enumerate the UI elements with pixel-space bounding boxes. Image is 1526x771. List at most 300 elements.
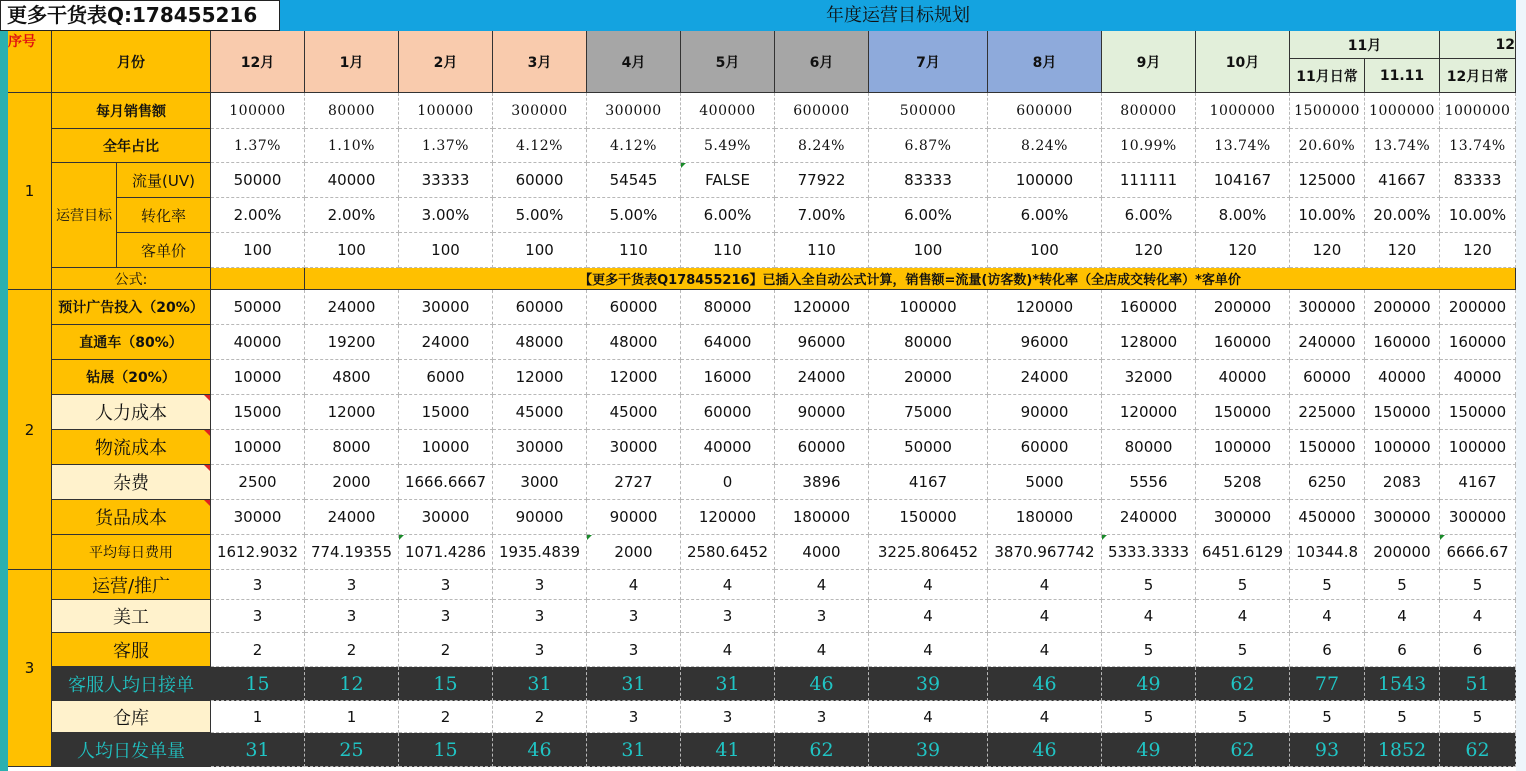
value-cell[interactable]: 150000 xyxy=(869,500,988,535)
value-cell[interactable]: 30000 xyxy=(399,290,493,325)
month-header[interactable]: 月份 xyxy=(52,31,211,93)
value-cell[interactable]: 51 xyxy=(1440,667,1516,701)
value-cell[interactable]: 4 xyxy=(869,633,988,667)
value-cell[interactable]: 60000 xyxy=(1290,360,1365,395)
value-cell[interactable]: 5208 xyxy=(1196,465,1290,500)
value-cell[interactable]: 6.00% xyxy=(869,198,988,233)
value-cell[interactable]: 62 xyxy=(775,733,869,767)
value-cell[interactable]: 8.24% xyxy=(775,129,869,163)
value-cell[interactable]: 15 xyxy=(211,667,305,701)
value-cell[interactable]: 5556 xyxy=(1102,465,1196,500)
value-cell[interactable]: 1000000 xyxy=(1365,93,1440,129)
value-cell[interactable]: 110 xyxy=(681,233,775,268)
value-cell[interactable]: 4 xyxy=(988,600,1102,633)
value-cell[interactable]: 10.00% xyxy=(1290,198,1365,233)
value-cell[interactable]: 25 xyxy=(305,733,399,767)
month-col-header[interactable]: 5月 xyxy=(681,31,775,93)
month-col-header[interactable]: 3月 xyxy=(493,31,587,93)
value-cell[interactable]: 24000 xyxy=(775,360,869,395)
value-cell[interactable]: 46 xyxy=(988,733,1102,767)
value-cell[interactable]: 200000 xyxy=(1365,290,1440,325)
value-cell[interactable]: 3 xyxy=(493,600,587,633)
value-cell[interactable]: 120000 xyxy=(681,500,775,535)
value-cell[interactable]: 2500 xyxy=(211,465,305,500)
value-cell[interactable]: 4 xyxy=(988,633,1102,667)
value-cell[interactable]: 40000 xyxy=(305,163,399,198)
sub-group-label: 运营目标 xyxy=(52,163,117,268)
value-cell[interactable]: 160000 xyxy=(1440,325,1516,360)
value-cell[interactable]: 5 xyxy=(1102,633,1196,667)
month-col-header[interactable]: 8月 xyxy=(988,31,1102,93)
value-cell[interactable]: 41 xyxy=(681,733,775,767)
value-cell[interactable]: 80000 xyxy=(305,93,399,129)
value-cell[interactable]: 240000 xyxy=(1290,325,1365,360)
value-cell[interactable]: 180000 xyxy=(775,500,869,535)
value-cell[interactable]: 49 xyxy=(1102,667,1196,701)
row-label: 预计广告投入（20%） xyxy=(52,290,211,325)
value-cell[interactable]: 40000 xyxy=(211,325,305,360)
value-cell[interactable]: 48000 xyxy=(587,325,681,360)
value-cell[interactable]: 5 xyxy=(1290,701,1365,733)
value-cell[interactable]: 6 xyxy=(1290,633,1365,667)
month-col-header[interactable]: 1月 xyxy=(305,31,399,93)
value-cell[interactable]: 4 xyxy=(775,633,869,667)
value-cell[interactable]: 6.00% xyxy=(681,198,775,233)
value-cell[interactable]: 4 xyxy=(1290,600,1365,633)
value-cell[interactable]: 5.00% xyxy=(587,198,681,233)
value-cell[interactable]: 6250 xyxy=(1290,465,1365,500)
value-cell[interactable]: 41667 xyxy=(1365,163,1440,198)
value-cell[interactable]: 12000 xyxy=(587,360,681,395)
value-cell[interactable]: 60000 xyxy=(775,430,869,465)
value-cell[interactable]: 3 xyxy=(211,570,305,600)
value-cell[interactable]: 3 xyxy=(211,600,305,633)
value-cell[interactable]: 54545 xyxy=(587,163,681,198)
value-cell[interactable]: 4.12% xyxy=(587,129,681,163)
value-cell[interactable]: 75000 xyxy=(869,395,988,430)
left-edge-strip xyxy=(0,0,8,771)
value-cell[interactable]: 120000 xyxy=(988,290,1102,325)
value-cell[interactable]: 120 xyxy=(1440,233,1516,268)
value-cell[interactable]: 77 xyxy=(1290,667,1365,701)
value-cell[interactable]: 4 xyxy=(681,570,775,600)
month-col-header[interactable]: 7月 xyxy=(869,31,988,93)
value-cell[interactable]: 111111 xyxy=(1102,163,1196,198)
value-cell[interactable]: 1666.6667 xyxy=(399,465,493,500)
value-cell[interactable]: 104167 xyxy=(1196,163,1290,198)
value-cell[interactable]: 50000 xyxy=(211,163,305,198)
value-cell[interactable]: 80000 xyxy=(869,325,988,360)
value-cell[interactable]: 6.87% xyxy=(869,129,988,163)
value-cell[interactable]: 5 xyxy=(1365,701,1440,733)
value-cell[interactable]: 3 xyxy=(681,701,775,733)
value-cell[interactable]: 31 xyxy=(587,733,681,767)
value-cell[interactable]: 90000 xyxy=(493,500,587,535)
value-cell[interactable]: 0 xyxy=(681,465,775,500)
value-cell[interactable]: 5 xyxy=(1440,570,1516,600)
value-cell[interactable]: 39 xyxy=(869,667,988,701)
value-cell[interactable]: 40000 xyxy=(1196,360,1290,395)
value-cell[interactable]: 24000 xyxy=(305,500,399,535)
value-cell[interactable]: 400000 xyxy=(681,93,775,129)
value-cell[interactable]: 100000 xyxy=(1440,430,1516,465)
value-cell[interactable]: 46 xyxy=(775,667,869,701)
value-cell[interactable]: 200000 xyxy=(1365,535,1440,570)
value-cell[interactable]: 8000 xyxy=(305,430,399,465)
value-cell[interactable]: 3 xyxy=(493,633,587,667)
value-cell[interactable]: 2727 xyxy=(587,465,681,500)
value-cell[interactable]: 100 xyxy=(988,233,1102,268)
value-cell[interactable]: 5 xyxy=(1365,570,1440,600)
value-cell[interactable]: 83333 xyxy=(1440,163,1516,198)
value-cell[interactable]: 100 xyxy=(399,233,493,268)
value-cell[interactable]: 16000 xyxy=(681,360,775,395)
seq-header[interactable]: 序号 xyxy=(8,31,52,93)
value-cell[interactable]: 10344.8 xyxy=(1290,535,1365,570)
value-cell[interactable]: 33333 xyxy=(399,163,493,198)
value-cell[interactable]: 3870.967742 xyxy=(988,535,1102,570)
value-cell[interactable]: 4167 xyxy=(869,465,988,500)
value-cell[interactable]: 2000 xyxy=(587,535,681,570)
value-cell[interactable]: 50000 xyxy=(869,430,988,465)
value-cell[interactable]: 60000 xyxy=(587,290,681,325)
value-cell[interactable]: 300000 xyxy=(1290,290,1365,325)
value-cell[interactable]: 4.12% xyxy=(493,129,587,163)
value-cell[interactable]: 39 xyxy=(869,733,988,767)
value-cell[interactable]: 13.74% xyxy=(1196,129,1290,163)
value-cell[interactable]: 31 xyxy=(211,733,305,767)
value-cell[interactable]: 4 xyxy=(1365,600,1440,633)
value-cell[interactable]: 4000 xyxy=(775,535,869,570)
value-cell[interactable]: 15000 xyxy=(399,395,493,430)
value-cell[interactable]: 77922 xyxy=(775,163,869,198)
value-cell[interactable]: 3225.806452 xyxy=(869,535,988,570)
value-cell[interactable]: 60000 xyxy=(988,430,1102,465)
value-cell[interactable]: 4 xyxy=(869,701,988,733)
value-cell[interactable]: 450000 xyxy=(1290,500,1365,535)
value-cell[interactable]: 100000 xyxy=(1365,430,1440,465)
value-cell[interactable]: 150000 xyxy=(1290,430,1365,465)
value-cell[interactable]: 5 xyxy=(1290,570,1365,600)
value-cell[interactable]: 10.99% xyxy=(1102,129,1196,163)
value-cell[interactable]: 31 xyxy=(493,667,587,701)
value-cell[interactable]: 6 xyxy=(1365,633,1440,667)
value-cell[interactable]: 2083 xyxy=(1365,465,1440,500)
value-cell[interactable]: 160000 xyxy=(1102,290,1196,325)
value-cell[interactable]: 15 xyxy=(399,733,493,767)
formula-blank xyxy=(211,268,305,290)
value-cell[interactable]: 10000 xyxy=(211,430,305,465)
value-cell[interactable]: 150000 xyxy=(1365,395,1440,430)
value-cell[interactable]: 160000 xyxy=(1196,325,1290,360)
value-cell[interactable]: 90000 xyxy=(587,500,681,535)
value-cell[interactable]: 2.00% xyxy=(211,198,305,233)
value-cell[interactable]: 4167 xyxy=(1440,465,1516,500)
value-cell[interactable]: 24000 xyxy=(305,290,399,325)
value-cell[interactable]: 30000 xyxy=(493,430,587,465)
month-col-header[interactable]: 10月 xyxy=(1196,31,1290,93)
value-cell[interactable]: 120000 xyxy=(1102,395,1196,430)
value-cell[interactable]: 96000 xyxy=(988,325,1102,360)
value-cell[interactable]: 300000 xyxy=(493,93,587,129)
row-label: 客单价 xyxy=(117,233,211,268)
value-cell[interactable]: 4 xyxy=(869,570,988,600)
value-cell[interactable]: 800000 xyxy=(1102,93,1196,129)
value-cell[interactable]: 180000 xyxy=(988,500,1102,535)
value-cell[interactable]: 100 xyxy=(869,233,988,268)
value-cell[interactable]: 6.00% xyxy=(988,198,1102,233)
value-cell[interactable]: 3 xyxy=(775,600,869,633)
value-cell[interactable]: 300000 xyxy=(1365,500,1440,535)
value-cell[interactable]: 13.74% xyxy=(1365,129,1440,163)
value-cell[interactable]: 20.00% xyxy=(1365,198,1440,233)
value-cell[interactable]: 4 xyxy=(869,600,988,633)
value-cell[interactable]: 5 xyxy=(1440,701,1516,733)
value-cell[interactable]: 1543 xyxy=(1365,667,1440,701)
value-cell[interactable]: 600000 xyxy=(775,93,869,129)
value-cell[interactable]: 3 xyxy=(399,600,493,633)
value-cell[interactable]: 1 xyxy=(211,701,305,733)
value-cell[interactable]: 4 xyxy=(1102,600,1196,633)
month-col-header[interactable]: 12月日常 xyxy=(1440,59,1516,93)
value-cell[interactable]: 1000000 xyxy=(1440,93,1516,129)
group-seq: 3 xyxy=(8,570,52,767)
row-label: 流量(UV) xyxy=(117,163,211,198)
value-cell[interactable]: 100 xyxy=(305,233,399,268)
value-cell[interactable]: 4 xyxy=(775,570,869,600)
value-cell[interactable]: 6000 xyxy=(399,360,493,395)
value-cell[interactable]: 19200 xyxy=(305,325,399,360)
value-cell[interactable]: 3 xyxy=(681,600,775,633)
value-cell[interactable]: 24000 xyxy=(988,360,1102,395)
value-cell[interactable]: 30000 xyxy=(211,500,305,535)
group-seq: 1 xyxy=(8,93,52,290)
value-cell[interactable]: 83333 xyxy=(869,163,988,198)
value-cell[interactable]: 4 xyxy=(1440,600,1516,633)
value-cell[interactable]: 5000 xyxy=(988,465,1102,500)
value-cell[interactable]: 120 xyxy=(1102,233,1196,268)
value-cell[interactable]: 20000 xyxy=(869,360,988,395)
value-cell[interactable]: 128000 xyxy=(1102,325,1196,360)
value-cell[interactable]: 62 xyxy=(1440,733,1516,767)
value-cell[interactable]: 3 xyxy=(587,701,681,733)
value-cell[interactable]: 49 xyxy=(1102,733,1196,767)
value-cell[interactable]: 5.00% xyxy=(493,198,587,233)
value-cell[interactable]: 1.37% xyxy=(211,129,305,163)
value-cell[interactable]: 5 xyxy=(1102,701,1196,733)
value-cell[interactable]: 8.24% xyxy=(988,129,1102,163)
value-cell[interactable]: 46 xyxy=(988,667,1102,701)
value-cell[interactable]: 1935.4839 xyxy=(493,535,587,570)
value-cell[interactable]: 3 xyxy=(587,633,681,667)
value-cell[interactable]: 120 xyxy=(1365,233,1440,268)
value-cell[interactable]: 100000 xyxy=(988,163,1102,198)
value-cell[interactable]: 200000 xyxy=(1196,290,1290,325)
value-cell[interactable]: 60000 xyxy=(493,290,587,325)
value-cell[interactable]: 150000 xyxy=(1196,395,1290,430)
row-label: 转化率 xyxy=(117,198,211,233)
value-cell[interactable]: 93 xyxy=(1290,733,1365,767)
value-cell[interactable]: 12000 xyxy=(493,360,587,395)
value-cell[interactable]: 5 xyxy=(1196,701,1290,733)
value-cell[interactable]: 6451.6129 xyxy=(1196,535,1290,570)
value-cell[interactable]: 40000 xyxy=(1440,360,1516,395)
value-cell[interactable]: 4 xyxy=(988,701,1102,733)
dec-group-header[interactable]: 12 xyxy=(1440,31,1516,59)
month-col-header[interactable]: 4月 xyxy=(587,31,681,93)
value-cell[interactable]: 30000 xyxy=(587,430,681,465)
value-cell[interactable]: 120000 xyxy=(775,290,869,325)
month-col-header[interactable]: 2月 xyxy=(399,31,493,93)
value-cell[interactable]: 48000 xyxy=(493,325,587,360)
value-cell[interactable]: 10000 xyxy=(399,430,493,465)
value-cell[interactable]: 40000 xyxy=(681,430,775,465)
value-cell[interactable]: 3 xyxy=(493,570,587,600)
value-cell[interactable]: 300000 xyxy=(1440,500,1516,535)
value-cell[interactable]: 80000 xyxy=(681,290,775,325)
value-cell[interactable]: FALSE xyxy=(681,163,775,198)
value-cell[interactable]: 3000 xyxy=(493,465,587,500)
value-cell[interactable]: 12000 xyxy=(305,395,399,430)
value-cell[interactable]: 5 xyxy=(1196,633,1290,667)
value-cell[interactable]: 110 xyxy=(587,233,681,268)
value-cell[interactable]: 120 xyxy=(1290,233,1365,268)
value-cell[interactable]: 80000 xyxy=(1102,430,1196,465)
value-cell[interactable]: 100000 xyxy=(869,290,988,325)
value-cell[interactable]: 300000 xyxy=(587,93,681,129)
group-seq: 2 xyxy=(8,290,52,570)
value-cell[interactable]: 24000 xyxy=(399,325,493,360)
value-cell[interactable]: 6.00% xyxy=(1102,198,1196,233)
value-cell[interactable]: 3 xyxy=(587,600,681,633)
value-cell[interactable]: 2000 xyxy=(305,465,399,500)
promo-banner[interactable]: 更多干货表Q:178455216 xyxy=(0,0,280,31)
value-cell[interactable]: 100000 xyxy=(211,93,305,129)
value-cell[interactable]: 300000 xyxy=(1196,500,1290,535)
value-cell[interactable]: 10.00% xyxy=(1440,198,1516,233)
value-cell[interactable]: 20.60% xyxy=(1290,129,1365,163)
nov-group-header[interactable]: 11月 xyxy=(1290,31,1440,59)
value-cell[interactable]: 774.19355 xyxy=(305,535,399,570)
value-cell[interactable]: 90000 xyxy=(988,395,1102,430)
value-cell[interactable]: 6 xyxy=(1440,633,1516,667)
value-cell[interactable]: 4 xyxy=(1196,600,1290,633)
right-scroll-edge[interactable] xyxy=(1516,0,1526,771)
value-cell[interactable]: 4 xyxy=(681,633,775,667)
row-label: 杂费 xyxy=(52,465,211,500)
row-label: 直通车（80%） xyxy=(52,325,211,360)
month-col-header[interactable]: 11月日常 xyxy=(1290,59,1365,93)
value-cell[interactable]: 5 xyxy=(1102,570,1196,600)
value-cell[interactable]: 8.00% xyxy=(1196,198,1290,233)
value-cell[interactable]: 1852 xyxy=(1365,733,1440,767)
value-cell[interactable]: 160000 xyxy=(1365,325,1440,360)
value-cell[interactable]: 7.00% xyxy=(775,198,869,233)
value-cell[interactable]: 2.00% xyxy=(305,198,399,233)
value-cell[interactable]: 600000 xyxy=(988,93,1102,129)
value-cell[interactable]: 90000 xyxy=(775,395,869,430)
value-cell[interactable]: 200000 xyxy=(1440,290,1516,325)
value-cell[interactable]: 1.10% xyxy=(305,129,399,163)
value-cell[interactable]: 3.00% xyxy=(399,198,493,233)
value-cell[interactable]: 1.37% xyxy=(399,129,493,163)
value-cell[interactable]: 50000 xyxy=(211,290,305,325)
formula-note: 【更多干货表Q178455216】已插入全自动公式计算，销售额=流量(访客数)*转化率（全店成交转化率）*客单价 xyxy=(305,268,1516,290)
value-cell[interactable]: 100000 xyxy=(399,93,493,129)
value-cell[interactable]: 31 xyxy=(681,667,775,701)
value-cell[interactable]: 3 xyxy=(305,600,399,633)
value-cell[interactable]: 62 xyxy=(1196,733,1290,767)
value-cell[interactable]: 4 xyxy=(988,570,1102,600)
value-cell[interactable]: 10000 xyxy=(211,360,305,395)
value-cell[interactable]: 100 xyxy=(493,233,587,268)
value-cell[interactable]: 1071.4286 xyxy=(399,535,493,570)
value-cell[interactable]: 3 xyxy=(399,570,493,600)
value-cell[interactable]: 62 xyxy=(1196,667,1290,701)
value-cell[interactable]: 3 xyxy=(775,701,869,733)
value-cell[interactable]: 31 xyxy=(587,667,681,701)
value-cell[interactable]: 15000 xyxy=(211,395,305,430)
value-cell[interactable]: 240000 xyxy=(1102,500,1196,535)
value-cell[interactable]: 40000 xyxy=(1365,360,1440,395)
value-cell[interactable]: 1 xyxy=(305,701,399,733)
value-cell[interactable]: 120 xyxy=(1196,233,1290,268)
value-cell[interactable]: 1000000 xyxy=(1196,93,1290,129)
value-cell[interactable]: 5 xyxy=(1196,570,1290,600)
value-cell[interactable]: 32000 xyxy=(1102,360,1196,395)
row-label: 客服人均日接单 xyxy=(52,667,211,701)
value-cell[interactable]: 46 xyxy=(493,733,587,767)
value-cell[interactable]: 4800 xyxy=(305,360,399,395)
value-cell[interactable]: 150000 xyxy=(1440,395,1516,430)
value-cell[interactable]: 3896 xyxy=(775,465,869,500)
value-cell[interactable]: 5333.3333 xyxy=(1102,535,1196,570)
value-cell[interactable]: 100000 xyxy=(1196,430,1290,465)
value-cell[interactable]: 1612.9032 xyxy=(211,535,305,570)
value-cell[interactable]: 225000 xyxy=(1290,395,1365,430)
value-cell[interactable]: 6666.67 xyxy=(1440,535,1516,570)
value-cell[interactable]: 15 xyxy=(399,667,493,701)
value-cell[interactable]: 100 xyxy=(211,233,305,268)
value-cell[interactable]: 110 xyxy=(775,233,869,268)
value-cell[interactable]: 2 xyxy=(399,633,493,667)
month-col-header[interactable]: 6月 xyxy=(775,31,869,93)
value-cell[interactable]: 125000 xyxy=(1290,163,1365,198)
value-cell[interactable]: 4 xyxy=(587,570,681,600)
value-cell[interactable]: 30000 xyxy=(399,500,493,535)
value-cell[interactable]: 45000 xyxy=(587,395,681,430)
value-cell[interactable]: 2 xyxy=(399,701,493,733)
value-cell[interactable]: 2 xyxy=(305,633,399,667)
month-col-header[interactable]: 12月 xyxy=(211,31,305,93)
value-cell[interactable]: 5.49% xyxy=(681,129,775,163)
month-col-header[interactable]: 11.11 xyxy=(1365,59,1440,93)
value-cell[interactable]: 1500000 xyxy=(1290,93,1365,129)
value-cell[interactable]: 2 xyxy=(211,633,305,667)
value-cell[interactable]: 60000 xyxy=(681,395,775,430)
value-cell[interactable]: 2580.6452 xyxy=(681,535,775,570)
value-cell[interactable]: 12 xyxy=(305,667,399,701)
value-cell[interactable]: 45000 xyxy=(493,395,587,430)
month-col-header[interactable]: 9月 xyxy=(1102,31,1196,93)
value-cell[interactable]: 2 xyxy=(493,701,587,733)
value-cell[interactable]: 64000 xyxy=(681,325,775,360)
value-cell[interactable]: 60000 xyxy=(493,163,587,198)
value-cell[interactable]: 500000 xyxy=(869,93,988,129)
value-cell[interactable]: 3 xyxy=(305,570,399,600)
value-cell[interactable]: 96000 xyxy=(775,325,869,360)
value-cell[interactable]: 13.74% xyxy=(1440,129,1516,163)
